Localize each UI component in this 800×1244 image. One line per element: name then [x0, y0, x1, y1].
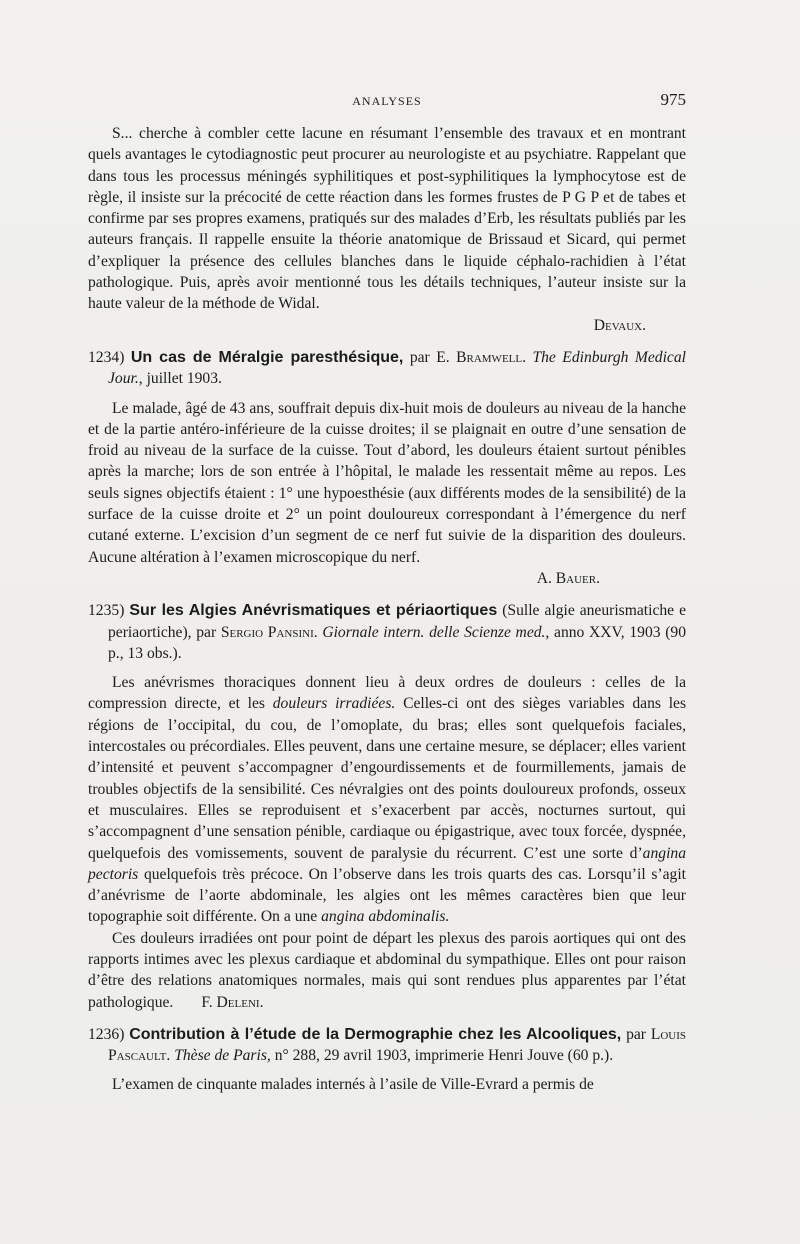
italic-run: angina pectoris	[88, 844, 686, 883]
entry-journal: The Edinburgh Medical Jour.	[108, 348, 686, 388]
entry-number: 1236)	[88, 1025, 125, 1043]
text-run: Les anévrismes thoraciques donnent lieu à deux ordres de douleurs : celles de la compression directe, et les	[88, 674, 686, 713]
signature-bauer: A. Bauer.	[536, 569, 600, 587]
page-body	[88, 123, 686, 1096]
entry-title: Contribution à l’étude de la Dermographie chez les Alcooliques,	[129, 1025, 622, 1043]
entry-1236-body: L’examen de cinquante malades internés à l’asile de Ville-Evrard a permis de	[112, 1076, 594, 1094]
page-header	[88, 90, 686, 114]
entry-author: Louis Pascault.	[108, 1025, 687, 1065]
entry-date: , juillet 1903.	[138, 370, 222, 388]
entry-number: 1234)	[88, 348, 125, 366]
entry-title: Un cas de Méralgie paresthésique,	[130, 348, 404, 366]
entry-thesis: Thèse de Paris,	[174, 1047, 271, 1065]
entry-author: Sergio Pansini.	[220, 623, 318, 641]
signature-deleni: F. Deleni.	[201, 993, 264, 1011]
entry-1235-body-2	[88, 928, 686, 1013]
entry-author: Bramwell.	[456, 348, 526, 366]
text-run: Celles-ci ont des sièges variables dans les régions de l’occipital, du cou, de l’omoplate, du bras; elles sont quelquefois faciales, intercostales ou précordiales. Elles peuvent, dans une certaine mesure, se déplacer; elles varient d’intensité et peuvent s’accompagner d’engourdissements et de fourmillements, jamais de troubles objectifs de la sensibilité. Ces névralgies ont des points douloureux profonds, osseux et musculaires. Elles se reproduisent et s’exacerbent par accès, nocturnes surtout, qui s’accompagnent d’une sensation pénible, cardiaque ou épigastrique, avec toux forcée, dyspnée, quelquefois des vomissements, souvent de paralysie du récurrent. C’est une sorte d’	[88, 695, 687, 862]
entry-details: n° 288, 29 avril 1903, imprimerie Henri Jouve (60 p.).	[274, 1047, 614, 1065]
entry-by: par	[626, 1025, 646, 1043]
entry-by: par E.	[409, 348, 450, 366]
entry-1234-body: Le malade, âgé de 43 ans, souffrait depuis dix-huit mois de douleurs au niveau de la hanche et de la partie antéro-inférieure de la cuisse droites; il se plaignait en outre d’une sensation de froid au niveau de la surface de la cuisse. Tout d’abord, les douleurs étaient surtout pénibles après la marche; lors de son entrée à l’hôpital, le malade les ressentait même au repos. Les seuls signes objectifs étaient : 1° une hypoesthésie (aux différents modes de la sensibilité) de la surface de la cuisse droite et 2° un point douloureux correspondant à l’émergence du nerf cutané externe. L’excision d’un segment de ce nerf fut suivie de la disparition des douleurs. Aucune altération à l’examen microscopique du nerf.	[88, 399, 686, 566]
entry-1234-heading	[88, 347, 686, 390]
entry-details: anno XXV, 1903 (90 p., 13 obs.).	[108, 623, 687, 662]
page-number: 975	[660, 90, 686, 109]
italic-run: angina abdominalis.	[321, 908, 450, 926]
paragraph-intro: S... cherche à combler cette lacune en résumant l’ensemble des travaux et en montrant quels avantages le cytodiagnostic peut procurer au neurologiste et au psychiatre. Rappelant que dans tous les processus méningés syphilitiques et post-syphilitiques la lymphocytose est de règle, il insiste sur la précocité de cette réaction dans les formes frustes de P G P et de tabes et confirme par ses propres examens, pratiqués sur des malades d’Erb, les résultats publiés par les auteurs français. Il rappelle ensuite la théorie anatomique de Brissaud et Sicard, qui permet d’expliquer la présence des cellules blanches dans le liquide céphalo-rachidien à l’état pathologique. Puis, après avoir mentionné tous les détails techniques, l’auteur insiste sur la haute valeur de la méthode de Widal.	[88, 125, 686, 313]
running-head: ANALYSES	[352, 94, 422, 108]
entry-number: 1235)	[88, 602, 125, 620]
italic-run: douleurs irradiées.	[272, 695, 396, 713]
entry-1235-heading	[88, 600, 686, 664]
entry-title: Sur les Algies Anévrismatiques et périaortiques	[129, 602, 498, 620]
signature-devaux: Devaux.	[593, 316, 646, 334]
text-run: quelquefois très précoce. On l’observe dans les trois quarts des cas. Lorsqu’il s’agit d’anévrisme de l’aorte abdominale, les algies ont les mêmes caractères bien que leur topographie soit différente. On a une	[88, 865, 686, 926]
text-run: Ces douleurs irradiées ont pour point de départ les plexus des parois aortiques qui ont des rapports intimes avec les plexus cardiaque et abdominal du sympathique. Elles ont pour raison d’être des relations anatomiques normales, mais qui sont rendues plus apparentes par l’état pathologique.	[88, 929, 686, 1011]
entry-1235-body-1	[88, 672, 686, 928]
entry-1236-heading	[88, 1024, 686, 1067]
entry-journal: Giornale intern. delle Scienze med.,	[322, 623, 550, 641]
entry-subtitle: (Sulle algie aneurismatiche e periaortiche), par	[108, 602, 686, 641]
